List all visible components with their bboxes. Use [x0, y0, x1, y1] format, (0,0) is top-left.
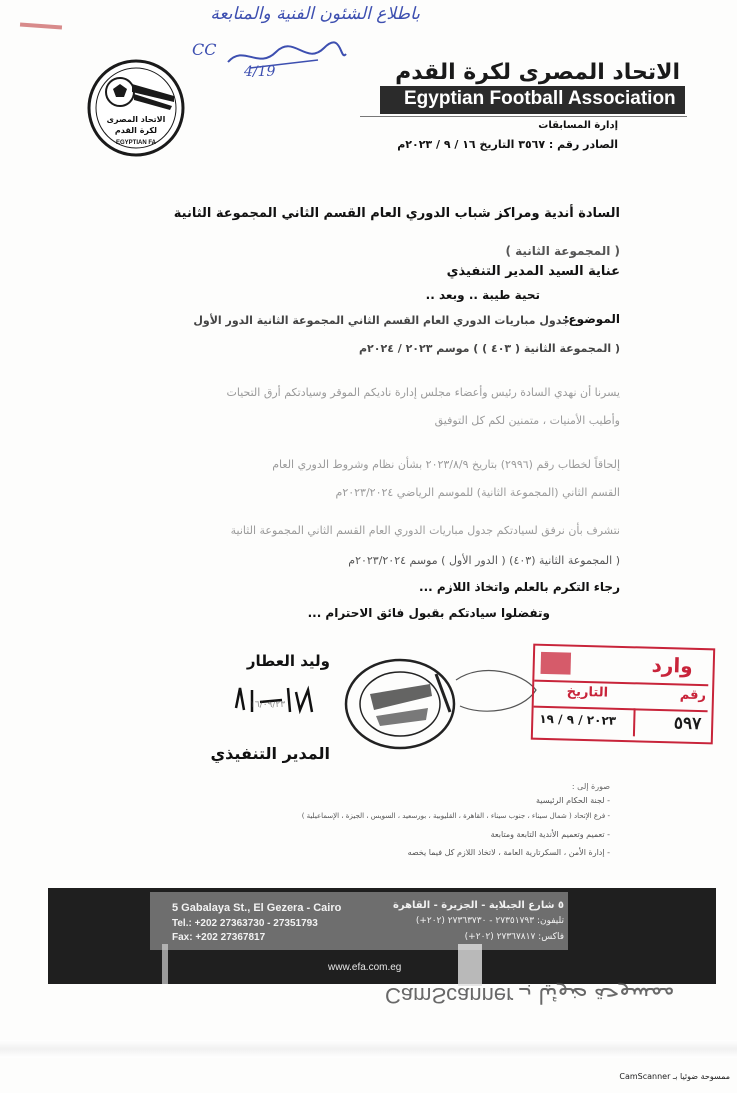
footer-address-en: 5 Gabalaya St., El Gezera - Cairo [172, 902, 342, 914]
addressee-attention: عناية السيد المدير التنفيذي [446, 264, 620, 279]
camscanner-watermark: CamScanner ممسوحة ضوئيا بـ [619, 1072, 730, 1081]
footer-tel-en: Tel.: +202 27363730 - 27351793 [172, 918, 318, 929]
footer-tel-ar: تليفون: ٢٧٣٥١٧٩٣ - ٢٧٣٦٣٧٣٠ (٢٠٢+) [415, 916, 564, 926]
incoming-stamp-title: وارد [651, 652, 694, 678]
logo-text-en: EGYPTIAN FA [115, 140, 156, 146]
handwritten-initials: CC [192, 40, 217, 59]
incoming-stamp [531, 644, 715, 745]
signature-date-scribble: ١٦/٠٩/٢٣ [250, 700, 286, 710]
scan-edge-mark [20, 23, 62, 30]
org-name-ar: الاتحاد المصرى لكرة القدم [395, 60, 680, 85]
cc-item-1: - لجنة الحكام الرئيسية [535, 796, 610, 805]
subject-line-2: ( المجموعة الثانية ( ٤٠٣ ) ) موسم ٢٠٢٣ / ٢٠٢٤م [358, 342, 620, 355]
stamp-divider-2 [534, 706, 708, 713]
stamp-number-label: رقم [679, 687, 707, 704]
cc-item-3: - تعميم وتعميم الأندية التابعة ومتابعة [490, 830, 610, 839]
subject-text: جدول مباريات الدوري العام القسم الثاني المجموعة الثانية الدور الأول [193, 314, 570, 327]
handwritten-signature-scribble [220, 36, 350, 84]
seal-swirl [452, 666, 542, 730]
signatory-name: وليد العطار [246, 652, 330, 670]
footer-address-ar: ٥ شارع الجبلاية - الجزيرة - القاهرة [392, 900, 564, 911]
paragraph-1-line-2: وأطيب الأمنيات ، متمنين لكم كل التوفيق [434, 414, 620, 427]
efa-logo [86, 58, 186, 158]
handwritten-note: باطلاع الشئون الفنية والمتابعة [210, 4, 420, 24]
footer-light-streak-2 [458, 944, 482, 986]
addressee-line-2: ( المجموعة الثانية ) [505, 244, 620, 258]
department-label: إدارة المسابقات [538, 120, 618, 131]
logo-text-ar: الاتحاد المصرى لكرة القدم [106, 115, 166, 135]
signatory-title: المدير التنفيذي [210, 744, 330, 763]
round-seal-stamp [340, 654, 460, 758]
request-line: رجاء التكرم بالعلم واتخاذ اللازم ... [419, 580, 620, 594]
seal-icon [340, 654, 460, 754]
org-name-en: Egyptian Football Association [404, 88, 676, 109]
paragraph-2-line-2: القسم الثاني (المجموعة الثانية) للموسم الرياضي ٢٠٢٣/٢٠٢٤م [335, 486, 620, 499]
stamp-date-value: ٢٠٢٣ / ٩ / ١٩ [539, 711, 617, 728]
paragraph-3-line-2: ( المجموعة الثانية (٤٠٣) ( الدور الأول ) موسم ٢٠٢٣/٢٠٢٤م [348, 554, 620, 567]
closing-line: وتفضلوا سيادتكم بقبول فائق الاحترام ... [307, 606, 550, 620]
paragraph-2-line-1: إلحاقاً لخطاب رقم (٢٩٩٦) بتاريخ ٢٠٢٣/٨/٩ بشأن نظام وشروط الدوري العام [272, 458, 620, 471]
paragraph-1-line-1: يسرنا أن نهدي السادة رئيس وأعضاء مجلس إدارة ناديكم الموقر وسيادتكم أرق التحيات [226, 386, 620, 399]
footer-fax-ar: فاكس: ٢٧٣٦٧٨١٧ (٢٠٢+) [464, 932, 564, 942]
cc-item-4: - إدارة الأمن ، السكرتارية العامة ، لاتخاذ اللازم كل فيما يخصه [407, 848, 610, 857]
header-underline [360, 116, 687, 117]
camscanner-artifact-text: CamScanner ممسوحة ضوئيا بـ [385, 983, 675, 1008]
paragraph-3-line-1: نتشرف بأن نرفق لسيادتكم جدول مباريات الدوري العام القسم الثاني المجموعة الثانية [230, 524, 620, 537]
reference-line: الصادر رقم : ٣٥٦٧ التاريخ ١٦ / ٩ / ٢٠٢٣م [397, 138, 618, 151]
subject-label: الموضوع: [563, 312, 620, 326]
cc-heading: صورة إلى : [571, 782, 610, 791]
footer-fax-en: Fax: +202 27367817 [172, 932, 266, 943]
addressee-line-1: السادة أندية ومراكز شباب الدوري العام القسم الثاني المجموعة الثانية [173, 206, 620, 221]
stamp-date-label: التاريخ [566, 684, 609, 701]
footer-website: www.efa.com.eg [328, 962, 402, 973]
greeting: تحية طيبة .. وبعد .. [425, 288, 540, 302]
handwritten-date: 4/19 [244, 64, 276, 80]
cc-item-2: - فرع الإتحاد ( شمال سيناء ، جنوب سيناء ، القاهرة ، القليوبية ، بورسعيد ، السويس ، الجيزة ، الإسماعيلية ) [301, 812, 610, 820]
stamp-title-block [540, 652, 571, 675]
stamp-vertical-divider [633, 708, 636, 736]
stamp-number-value: ٥٩٧ [673, 713, 702, 735]
footer-light-streak [162, 944, 168, 984]
bottom-scan-shadow [0, 1040, 737, 1058]
